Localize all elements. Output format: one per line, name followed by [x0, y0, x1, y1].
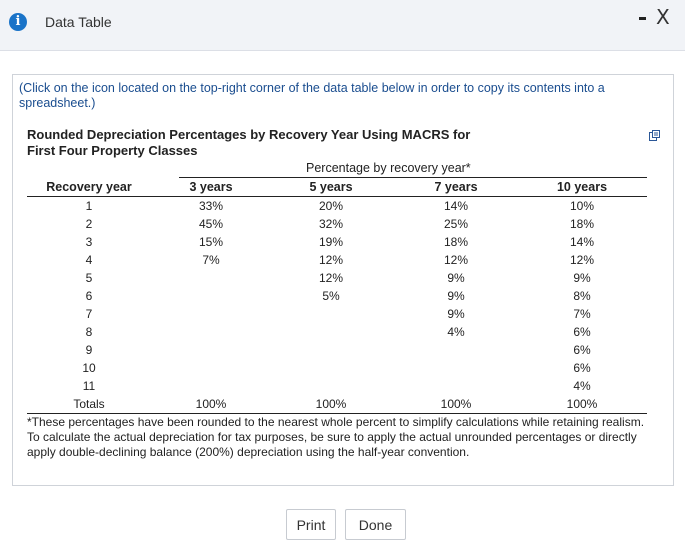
table-cell-7-years: 9%: [447, 289, 465, 303]
totals-cell-7-years: 100%: [440, 397, 472, 411]
table-cell-recovery-year: 7: [85, 307, 93, 321]
table-cell-recovery-year: 8: [85, 325, 93, 339]
table-cell-3-years: 15%: [198, 235, 224, 249]
done-button[interactable]: Done: [345, 509, 406, 540]
table-title-line2: First Four Property Classes: [27, 143, 198, 158]
table-cell-recovery-year: 5: [85, 271, 93, 285]
table-cell-recovery-year: 4: [85, 253, 93, 267]
header-rule: [27, 196, 647, 197]
table-cell-10-years: 10%: [569, 199, 595, 213]
table-cell-5-years: 20%: [318, 199, 344, 213]
totals-rule: [27, 413, 647, 414]
table-cell-5-years: 19%: [318, 235, 344, 249]
column-header-5-years: 5 years: [309, 180, 353, 194]
column-header-7-years: 7 years: [434, 180, 478, 194]
table-cell-10-years: 12%: [569, 253, 595, 267]
table-cell-3-years: 45%: [198, 217, 224, 231]
totals-cell-5-years: 100%: [315, 397, 347, 411]
print-button[interactable]: Print: [286, 509, 336, 540]
table-cell-3-years: 33%: [198, 199, 224, 213]
table-cell-recovery-year: 11: [82, 379, 96, 393]
table-cell-10-years: 7%: [573, 307, 591, 321]
table-cell-recovery-year: 10: [82, 361, 96, 375]
table-cell-7-years: 18%: [443, 235, 469, 249]
table-cell-10-years: 14%: [569, 235, 595, 249]
table-title-line1: Rounded Depreciation Percentages by Recovery Year Using MACRS for: [27, 127, 471, 142]
table-cell-3-years: 7%: [202, 253, 220, 267]
table-cell-10-years: 6%: [573, 343, 591, 357]
table-cell-10-years: 6%: [573, 325, 591, 339]
table-cell-10-years: 18%: [569, 217, 595, 231]
close-icon[interactable]: X: [656, 5, 670, 29]
minimize-icon[interactable]: [639, 17, 646, 20]
group-header-rule: [179, 177, 647, 178]
table-cell-5-years: 5%: [322, 289, 340, 303]
table-cell-recovery-year: 3: [85, 235, 93, 249]
table-cell-10-years: 8%: [573, 289, 591, 303]
column-header-3-years: 3 years: [189, 180, 233, 194]
table-cell-7-years: 9%: [447, 271, 465, 285]
table-cell-recovery-year: 1: [85, 199, 93, 213]
column-header-recovery-year: Recovery year: [46, 180, 132, 194]
table-cell-7-years: 4%: [447, 325, 465, 339]
percentage-group-header: Percentage by recovery year*: [306, 161, 471, 175]
totals-cell-3-years: 100%: [195, 397, 227, 411]
table-cell-5-years: 32%: [318, 217, 344, 231]
table-cell-recovery-year: 2: [85, 217, 93, 231]
table-cell-7-years: 14%: [443, 199, 469, 213]
table-cell-10-years: 4%: [573, 379, 591, 393]
table-cell-10-years: 9%: [573, 271, 591, 285]
title-bar: [0, 0, 685, 51]
copy-instruction-note: (Click on the icon located on the top-right corner of the data table below in order to copy its contents into a spreadsheet.): [19, 81, 605, 110]
window-title: Data Table: [45, 14, 112, 30]
totals-cell-recovery-year: Totals: [73, 397, 105, 411]
table-cell-10-years: 6%: [573, 361, 591, 375]
table-cell-7-years: 12%: [443, 253, 469, 267]
totals-cell-10-years: 100%: [566, 397, 598, 411]
table-cell-recovery-year: 9: [85, 343, 93, 357]
table-footnote: *These percentages have been rounded to the nearest whole percent to simplify calculations while retaining realism. To calculate the actual depreciation for tax purposes, be sure to apply the actual unrounded percentages or directly apply double-declining balance (200%) depreciation using the half-year convention.: [27, 415, 645, 459]
table-title: [27, 127, 470, 159]
column-header-10-years: 10 years: [556, 180, 608, 194]
table-cell-5-years: 12%: [318, 271, 344, 285]
table-cell-7-years: 9%: [447, 307, 465, 321]
copy-icon[interactable]: [649, 130, 660, 141]
table-cell-recovery-year: 6: [85, 289, 93, 303]
table-cell-5-years: 12%: [318, 253, 344, 267]
info-icon: i: [9, 13, 27, 31]
table-cell-7-years: 25%: [443, 217, 469, 231]
data-table-panel: [12, 74, 674, 486]
